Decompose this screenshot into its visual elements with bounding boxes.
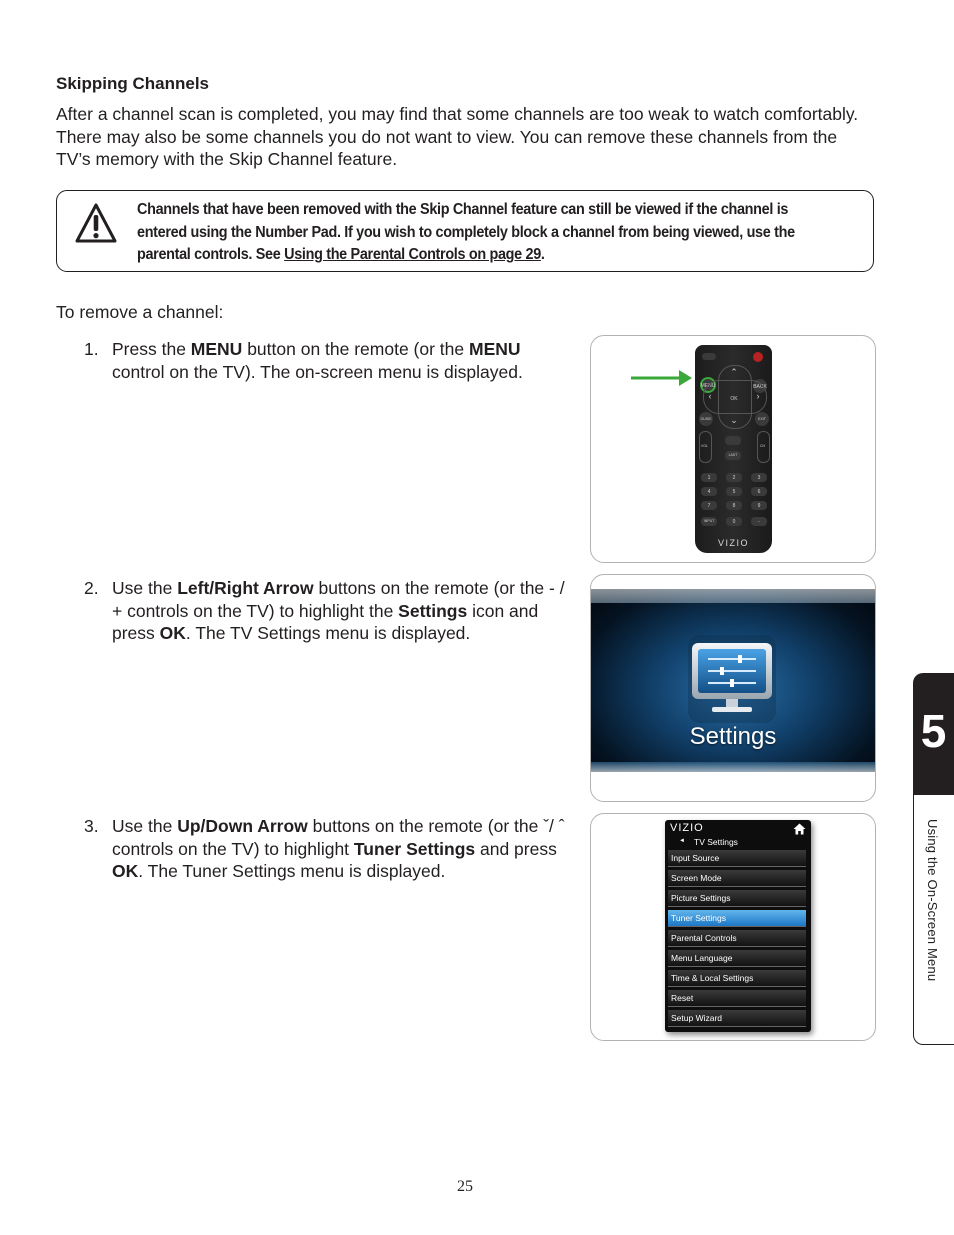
bold-text: OK	[112, 861, 139, 881]
settings-monitor-icon	[686, 633, 778, 725]
key-0: 0	[732, 519, 736, 525]
screen-bottom-glare	[591, 762, 875, 772]
step-text	[112, 815, 572, 883]
lead-sentence: To remove a channel:	[56, 302, 224, 322]
parental-controls-link[interactable]: Using the Parental Controls on page 29	[284, 246, 541, 263]
menu-item-input-source[interactable]: Input Source	[668, 850, 806, 867]
bold-text: OK	[159, 623, 186, 643]
back-key-label: BACK	[753, 384, 767, 390]
text: and press	[475, 838, 557, 859]
key-2: 2	[732, 475, 736, 481]
chapter-number: 5	[920, 705, 947, 757]
ch-key-label: CH	[759, 444, 766, 448]
screen-top-glare	[591, 589, 875, 603]
key-dash: -	[758, 519, 760, 525]
menu-brand: VIZIO	[670, 822, 704, 834]
text: buttons on the remote (or the ˇ/ ˆ controls on the TV) to highlight	[112, 816, 565, 859]
remote-figure	[590, 335, 876, 563]
power-icon	[753, 352, 763, 362]
step-number: 2.	[84, 578, 99, 598]
chapter-tab	[913, 673, 954, 1045]
left-arrow-icon: ‹	[708, 391, 712, 401]
warning-text-after: .	[540, 246, 545, 263]
menu-item-setup-wizard[interactable]: Setup Wizard	[668, 1010, 806, 1027]
remote-control	[695, 345, 772, 553]
key-3: 3	[757, 475, 761, 481]
settings-screen	[591, 589, 875, 772]
key-8: 8	[732, 503, 736, 509]
bold-text: Settings	[398, 600, 468, 621]
warning-text-before: Channels that have been removed with the Skip Channel feature can still be viewed if the channel is entered using the Number Pad. If you wish to completely block a channel from being viewed, use the parental controls. See	[137, 201, 795, 263]
right-arrow-icon: ›	[756, 391, 760, 401]
bold-text: Up/Down Arrow	[177, 816, 308, 836]
input-key-label: INPUT	[703, 519, 715, 523]
text: . The TV Settings menu is displayed.	[185, 623, 471, 643]
chapter-label: Using the On-Screen Menu	[925, 819, 940, 982]
intro-paragraph: After a channel scan is completed, you may find that some channels are too weak to watch comfortably. There may also be some channels you do not want to view. You can remove these channels from the TV’s memory with the Skip Channel feature.	[56, 104, 859, 169]
text: Use the	[112, 578, 178, 598]
menu-item-parental-controls[interactable]: Parental Controls	[668, 930, 806, 947]
back-arrow-icon: ◄	[679, 838, 685, 844]
down-arrow-icon: ⌄	[730, 415, 738, 425]
text: buttons on the remote (or the - / + controls on the TV) to highlight the	[112, 578, 565, 621]
chapter-tab-block	[913, 673, 954, 795]
bold-text: Left/Right Arrow	[177, 578, 314, 598]
menu-item-tuner-settings[interactable]: Tuner Settings	[668, 910, 806, 927]
bold-text: Tuner Settings	[353, 838, 476, 859]
exit-key-label: EXIT	[758, 417, 766, 421]
text: icon and press	[112, 600, 539, 643]
warning-triangle-icon	[74, 202, 118, 244]
last-key-label: LAST	[728, 453, 738, 457]
text: Press the	[112, 339, 191, 359]
key-9: 9	[757, 503, 761, 509]
remote-brand: VIZIO	[717, 538, 749, 548]
key-1: 1	[707, 475, 711, 481]
menu-item-picture-settings[interactable]: Picture Settings	[668, 890, 806, 907]
remote-button	[702, 353, 716, 360]
ok-key-label: OK	[730, 396, 738, 402]
step-text	[112, 338, 572, 383]
key-6: 6	[757, 489, 761, 495]
text: . The Tuner Settings menu is displayed.	[138, 861, 446, 881]
text: Use the	[112, 816, 178, 836]
menu-item-menu-language[interactable]: Menu Language	[668, 950, 806, 967]
bold-text: MENU	[469, 339, 521, 359]
settings-label: Settings	[689, 723, 777, 750]
menu-key-label: MENU	[700, 383, 716, 389]
warning-text	[137, 199, 816, 267]
page-number: 25	[457, 1178, 473, 1195]
key-4: 4	[707, 489, 711, 495]
up-arrow-icon: ⌃	[730, 367, 738, 377]
bold-text: MENU	[190, 339, 243, 359]
home-icon	[793, 823, 806, 835]
step-number: 1.	[84, 339, 99, 359]
menu-item-time-local-settings[interactable]: Time & Local Settings	[668, 970, 806, 987]
tv-settings-menu	[665, 820, 811, 1032]
step-text	[112, 577, 572, 645]
text: control on the TV). The on-screen menu is displayed.	[112, 361, 523, 382]
mute-button	[725, 436, 741, 445]
warning-callout	[56, 190, 874, 272]
menu-item-screen-mode[interactable]: Screen Mode	[668, 870, 806, 887]
key-5: 5	[732, 489, 736, 495]
vol-key-label: VOL	[700, 444, 708, 448]
key-7: 7	[707, 503, 711, 509]
section-heading: Skipping Channels	[56, 74, 210, 93]
menu-item-reset[interactable]: Reset	[668, 990, 806, 1007]
guide-key-label: GUIDE	[700, 417, 712, 421]
text: button on the remote (or the	[242, 339, 469, 359]
step-number: 3.	[84, 816, 99, 836]
menu-title: TV Settings	[694, 837, 738, 847]
tv-menu-figure	[590, 813, 876, 1041]
pointer-arrow-icon	[629, 366, 695, 390]
settings-screen-figure	[590, 574, 876, 802]
